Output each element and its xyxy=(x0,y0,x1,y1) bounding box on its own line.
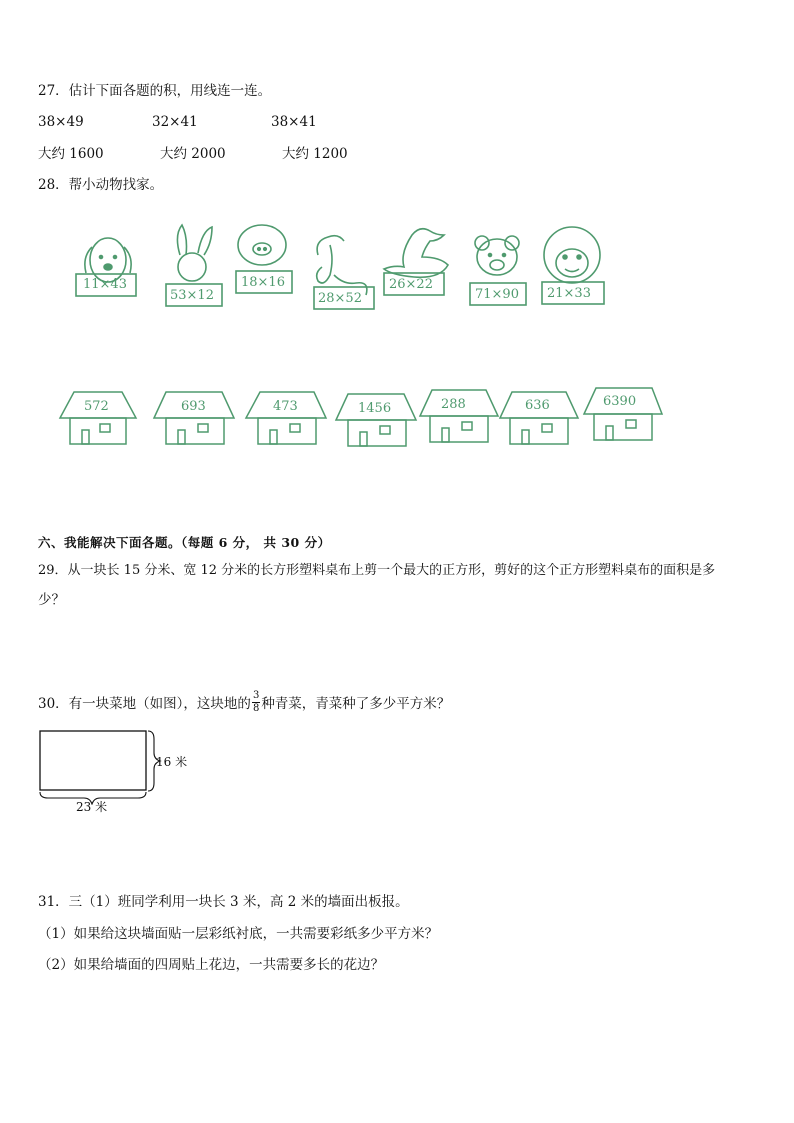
q29-text-line1: 29．从一块长 15 分米、宽 12 分米的长方形塑料桌布上剪一个最大的正方形，剪好的这个正方形塑料桌布的面积是多 xyxy=(38,563,716,578)
q29-text-line2: 少？ xyxy=(38,592,65,608)
q31-part1: （1）如果给这块墙面贴一层彩纸衬底，一共需要彩纸多少平方米？ xyxy=(38,926,439,942)
animal-label-7: 21×33 xyxy=(547,286,591,301)
house-label-5: 288 xyxy=(441,397,466,412)
q31-part2: （2）如果给墙面的四周贴上花边，一共需要多长的花边？ xyxy=(38,957,385,973)
house-label-1: 572 xyxy=(84,399,109,414)
animal-label-2: 53×12 xyxy=(170,288,214,303)
width-label: 23 米 xyxy=(76,800,108,814)
house-label-6: 636 xyxy=(525,398,550,413)
q28-title: 28．帮小动物找家。 xyxy=(38,177,164,193)
q27-estimate-2: 大约 2000 xyxy=(160,146,226,162)
animal-figures xyxy=(0,215,794,325)
q30-prefix: 30．有一块菜地（如图），这块地的 xyxy=(38,696,251,712)
animal-label-5: 26×22 xyxy=(389,277,433,292)
house-label-2: 693 xyxy=(181,399,206,414)
section-heading: 六、我能解决下面各题。（每题 6 分， 共 30 分） xyxy=(38,535,331,550)
field-rectangle xyxy=(40,731,146,790)
q27-estimate-1: 大约 1600 xyxy=(38,146,104,162)
fraction-numerator: 3 xyxy=(252,690,260,701)
animal-label-1: 11×43 xyxy=(83,277,127,292)
animal-label-6: 71×90 xyxy=(475,287,519,302)
q27-expression-1: 38×49 xyxy=(38,114,84,130)
fraction-denominator: 8 xyxy=(252,703,260,714)
animal-label-4: 28×52 xyxy=(318,291,362,306)
q31-title: 31．三（1）班同学利用一块长 3 米，高 2 米的墙面出板报。 xyxy=(38,894,409,910)
animal-label-3: 18×16 xyxy=(241,275,285,290)
height-label: 16 米 xyxy=(156,755,188,769)
house-label-4: 1456 xyxy=(358,401,392,416)
fraction xyxy=(252,691,260,714)
q27-expression-3: 38×41 xyxy=(271,114,317,130)
q27-title: 27．估计下面各题的积，用线连一连。 xyxy=(38,83,272,99)
house-figures xyxy=(0,380,794,455)
house-label-3: 473 xyxy=(273,399,298,414)
q27-expression-2: 32×41 xyxy=(152,114,198,130)
house-label-7: 6390 xyxy=(603,394,637,409)
q30-suffix: 种青菜，青菜种了多少平方米？ xyxy=(261,696,451,712)
q30-text xyxy=(38,690,451,716)
q27-estimate-3: 大约 1200 xyxy=(282,146,348,162)
